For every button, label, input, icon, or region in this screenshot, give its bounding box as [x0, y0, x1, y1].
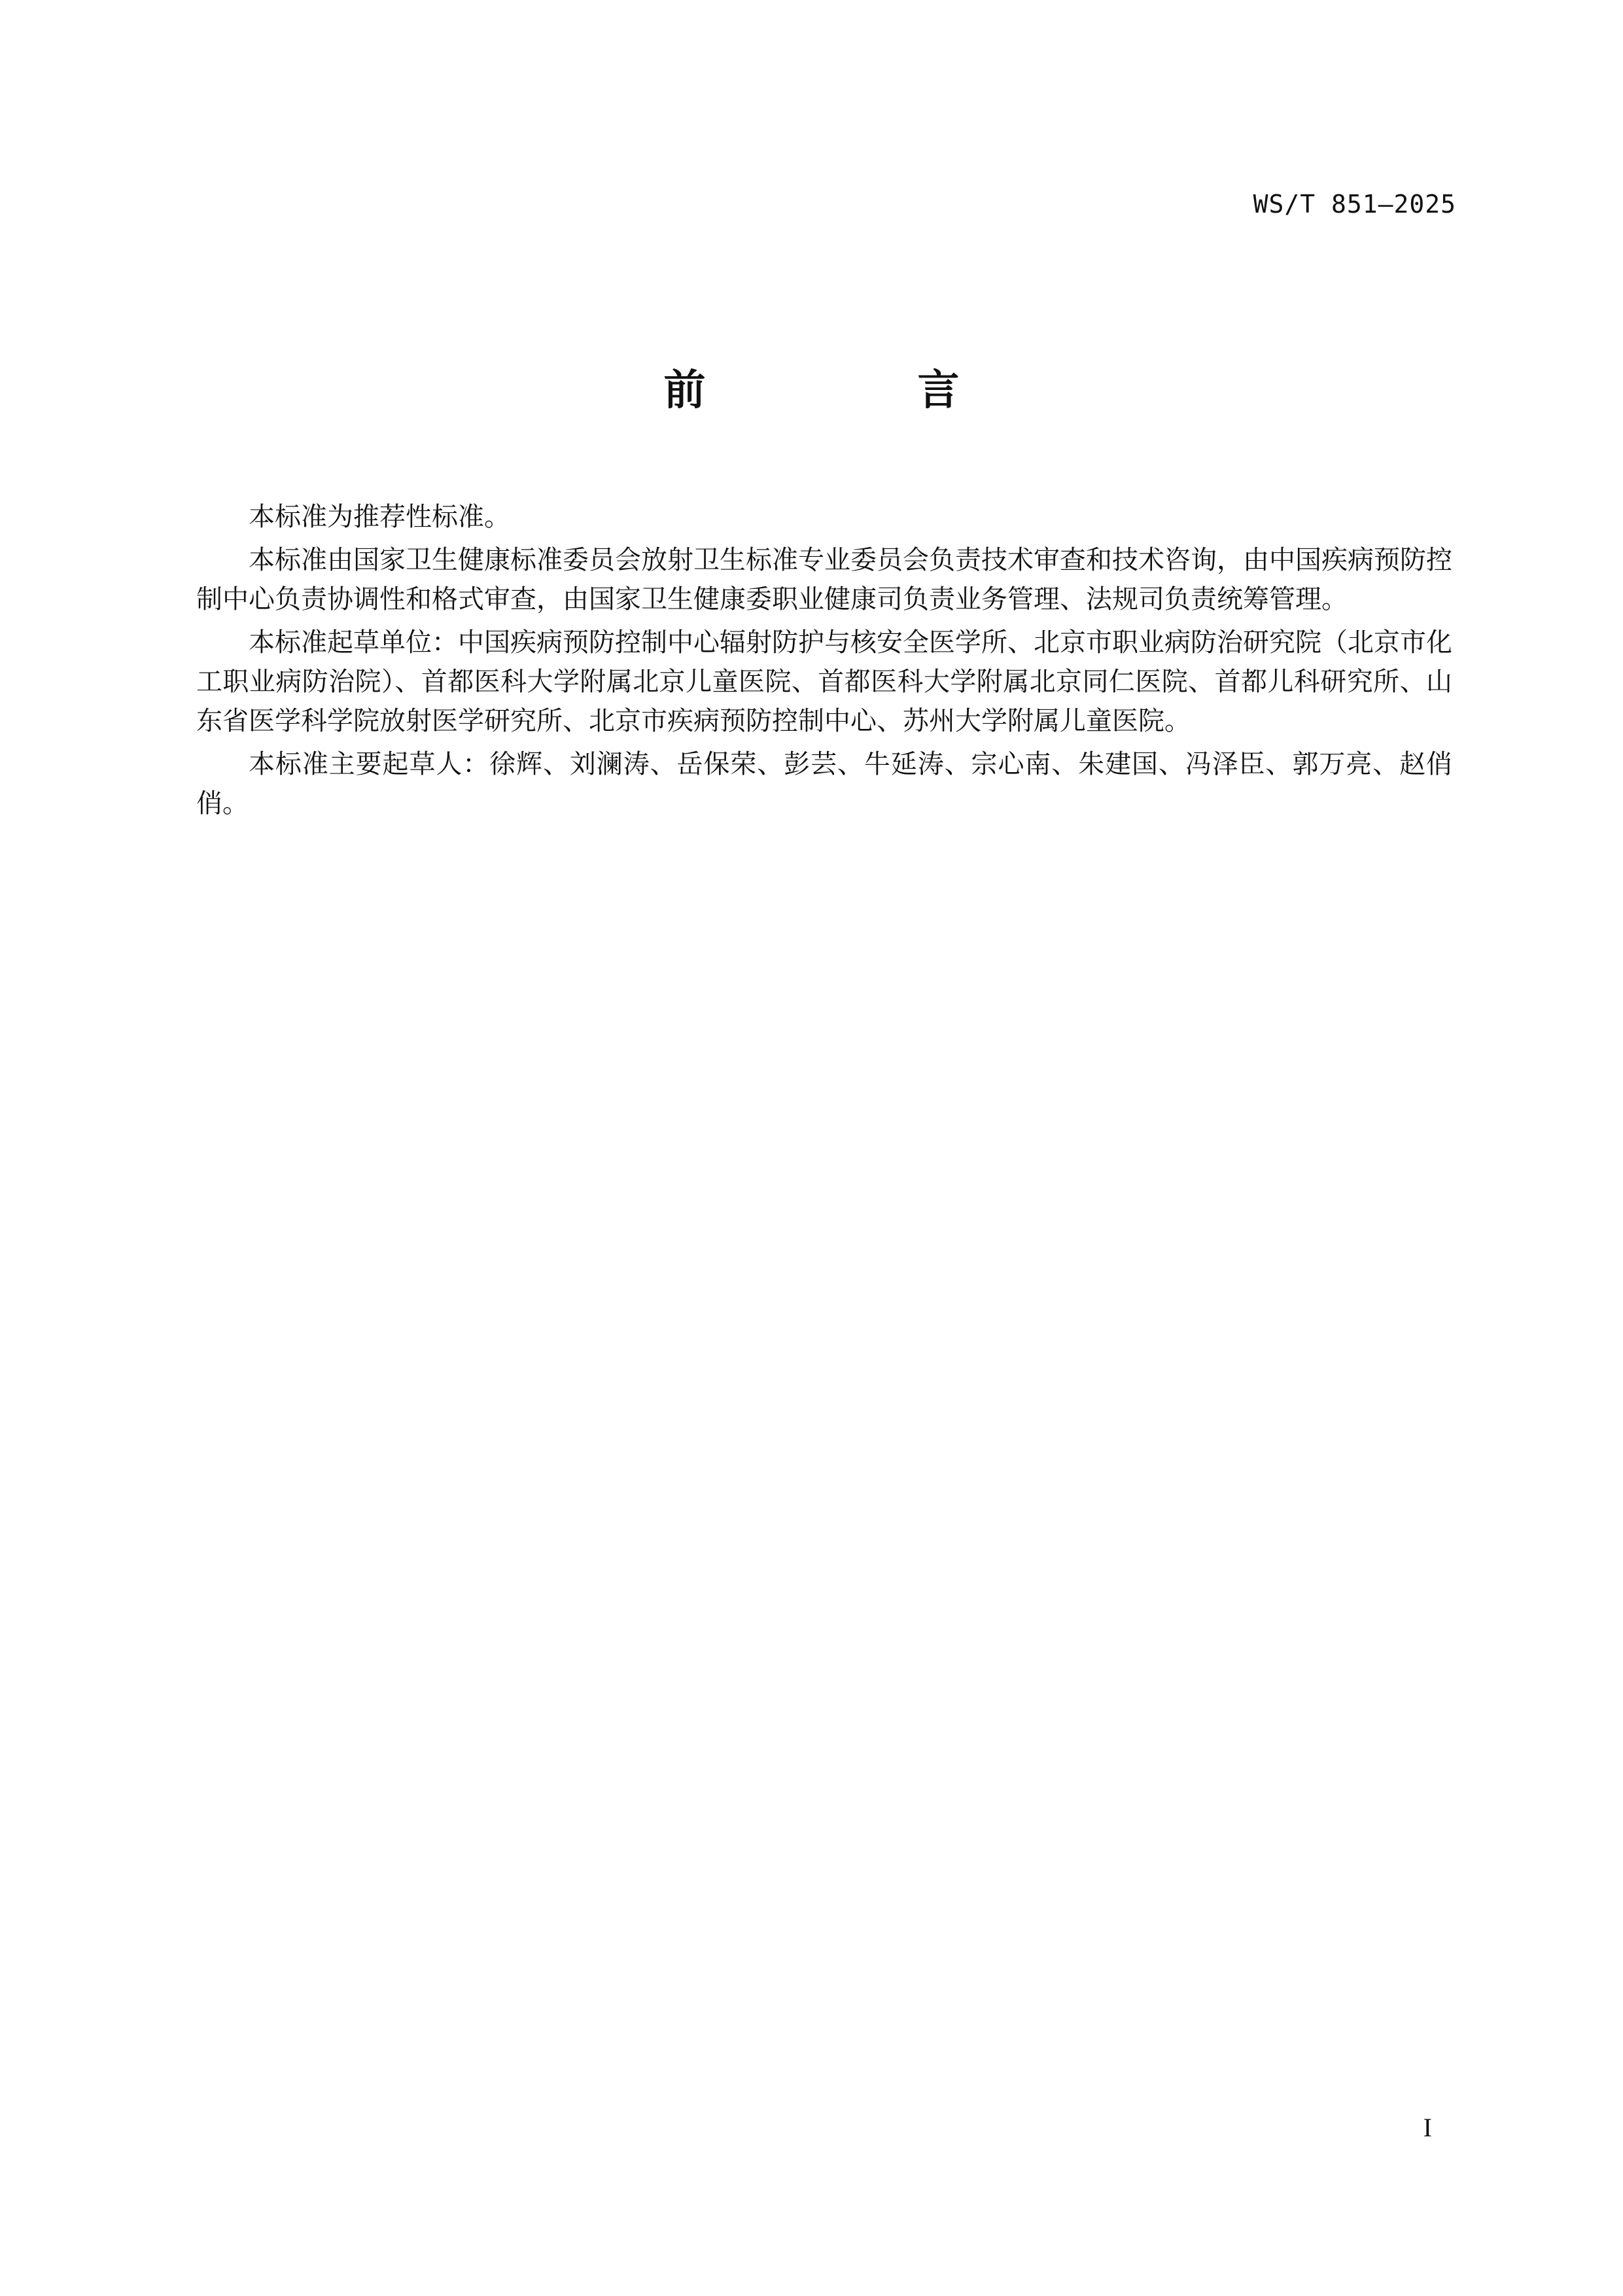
paragraph-review-responsibility: 本标准由国家卫生健康标准委员会放射卫生标准专业委员会负责技术审查和技术咨询，由中国疾病预防控制中心负责协调性和格式审查，由国家卫生健康委职业健康司负责业务管理、法规司负责统筹管理。 — [196, 545, 1452, 614]
paragraph-recommendation: 本标准为推荐性标准。 — [249, 502, 510, 532]
paragraph-drafting-units: 本标准起草单位：中国疾病预防控制中心辐射防护与核安全医学所、北京市职业病防治研究院（北京市化工职业病防治院）、首都医科大学附属北京儿童医院、首都医科大学附属北京同仁医院、首都儿科研究所、山东省医学科学院放射医学研究所、北京市疾病预防控制中心、苏州大学附属儿童医院。 — [196, 627, 1452, 736]
standard-code: WS/T 851—2025 — [1253, 190, 1456, 219]
foreword-body — [196, 497, 1452, 827]
page-number: I — [1423, 2113, 1432, 2142]
page-title: 前 言 — [663, 366, 1045, 415]
paragraph-drafters: 本标准主要起草人：徐辉、刘澜涛、岳保荣、彭芸、牛延涛、宗心南、朱建国、冯泽臣、郭万亮、赵俏俏。 — [196, 749, 1452, 819]
